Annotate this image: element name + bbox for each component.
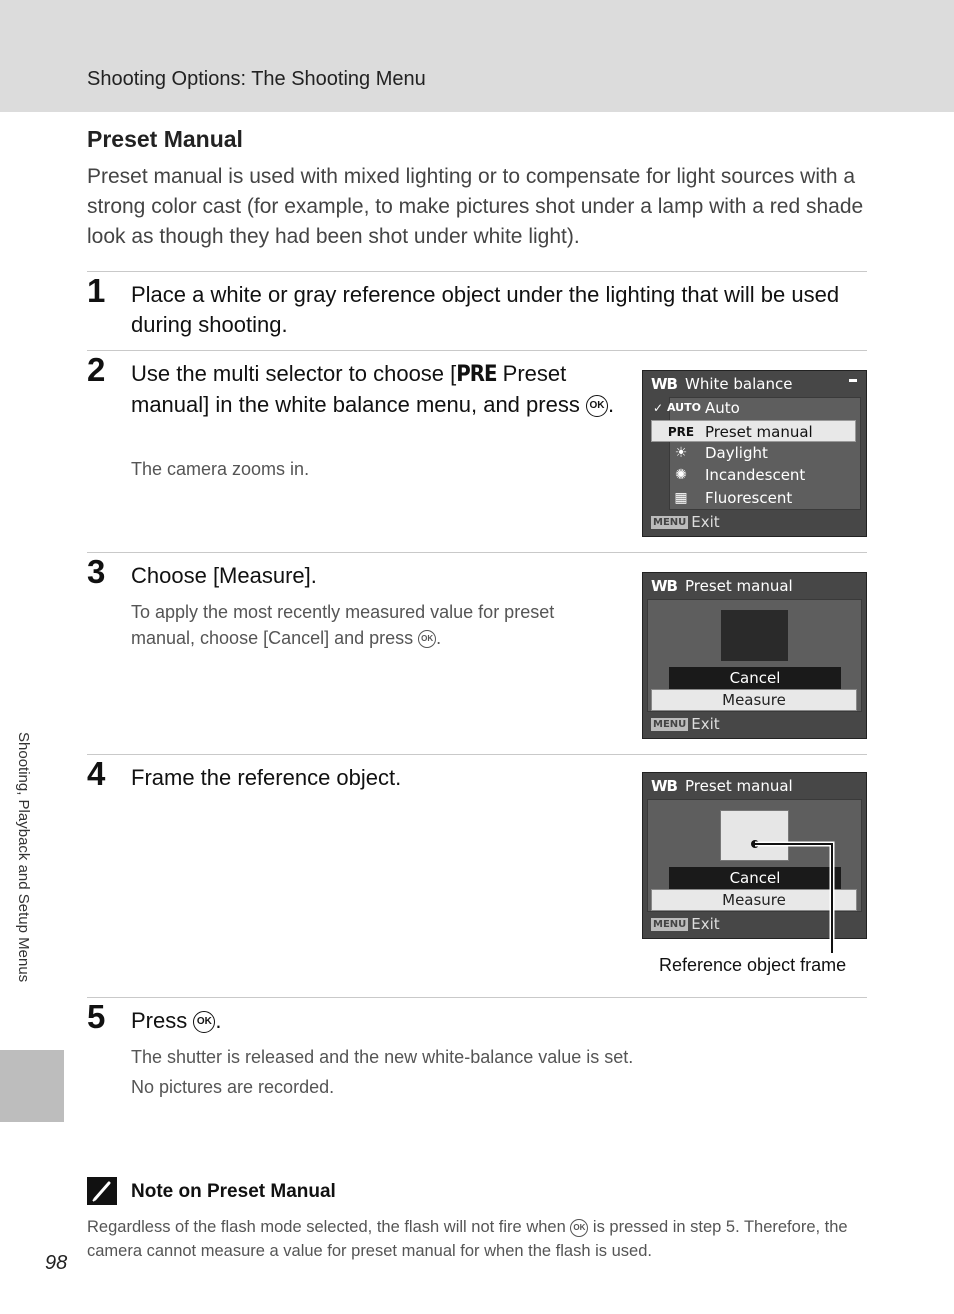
- step-1-text: Place a white or gray reference object under the lighting that will be used during shooting.: [131, 282, 840, 337]
- step-5-sub-1: The shutter is released and the new white-balance value is set.: [131, 1047, 634, 1067]
- screen-footer: MENU Exit: [653, 915, 720, 933]
- screen-title: WB Preset manual: [651, 577, 793, 595]
- ok-button-icon: OK: [193, 1011, 215, 1033]
- menu-button-icon: MENU: [653, 719, 687, 730]
- screen-footer: MENU Exit: [653, 715, 720, 733]
- cancel-option[interactable]: Cancel: [669, 867, 841, 889]
- step-number: 5: [87, 998, 106, 1035]
- scroll-indicator: [849, 379, 857, 382]
- preset-manual-icon: PRE: [456, 362, 497, 387]
- check-icon: ✓: [653, 401, 664, 415]
- measure-frame: [721, 610, 788, 661]
- step-number: 4: [87, 755, 106, 792]
- wb-item-incandescent[interactable]: ✺ Incandescent: [651, 464, 856, 486]
- reference-object-frame-label: Reference object frame: [659, 955, 847, 975]
- wb-item-preset-manual[interactable]: PRE Preset manual: [651, 420, 856, 442]
- white-balance-icon: WB: [651, 777, 677, 795]
- cancel-option[interactable]: Cancel: [669, 667, 841, 689]
- screen-footer: MENU Exit: [653, 513, 720, 531]
- preset-manual-screen: [642, 572, 867, 739]
- step-5-text: Press OK .: [131, 1008, 222, 1033]
- wb-item-fluorescent[interactable]: ▦ Fluorescent: [651, 487, 856, 509]
- sun-icon: ☀: [674, 445, 688, 461]
- preset-manual-icon: PRE: [667, 425, 695, 439]
- white-balance-menu-screen: [642, 370, 867, 537]
- measure-option[interactable]: Measure: [651, 689, 857, 711]
- screen-title: WB White balance: [651, 375, 793, 393]
- note-body: Regardless of the flash mode selected, the flash will not fire when OK is pressed in step 5. Therefore, the camera cannot measure a value for preset manual for when the flash is used.: [87, 1218, 848, 1260]
- step-number: 2: [87, 351, 106, 388]
- step-2-text: Use the multi selector to choose [PRE Preset manual] in the white balance menu, and press OK .: [131, 361, 615, 417]
- chapter-tab: [0, 1050, 64, 1122]
- incandescent-icon: ✺: [675, 467, 687, 483]
- page-number: 98: [45, 1252, 68, 1274]
- white-balance-icon: WB: [651, 375, 677, 393]
- section-heading: Preset Manual: [87, 126, 243, 152]
- auto-icon: AUTO: [667, 401, 701, 414]
- divider: [87, 997, 867, 998]
- menu-button-icon: MENU: [653, 919, 687, 930]
- step-number: 3: [87, 553, 106, 590]
- ok-button-icon: OK: [418, 630, 436, 648]
- ok-button-icon: OK: [586, 395, 608, 417]
- step-5-sub-2: No pictures are recorded.: [131, 1077, 335, 1097]
- header-title: Shooting Options: The Shooting Menu: [87, 68, 426, 90]
- wb-item-daylight[interactable]: ☀ Daylight: [651, 442, 856, 464]
- step-2-sub: The camera zooms in.: [131, 459, 310, 479]
- step-3-text: Choose [Measure].: [131, 563, 317, 588]
- measure-option[interactable]: Measure: [651, 889, 857, 911]
- note-title: Note on Preset Manual: [131, 1181, 336, 1202]
- divider: [87, 754, 867, 755]
- step-3-sub: To apply the most recently measured value for preset manual, choose [Cancel] and press OK .: [131, 602, 555, 648]
- sidebar-chapter-label: Shooting, Playback and Setup Menus: [15, 732, 32, 983]
- step-4-text: Frame the reference object.: [131, 765, 402, 790]
- intro-paragraph: Preset manual is used with mixed lighting or to compensate for light sources with a strong color cast (for example, to make pictures shot under a lamp with a red shade look as though they had been shot under white light).: [87, 165, 864, 248]
- divider: [87, 271, 867, 272]
- step-number: 1: [87, 272, 106, 309]
- callout-leader-line: [740, 835, 840, 955]
- ok-button-icon: OK: [570, 1219, 588, 1237]
- fluorescent-icon: ▦: [674, 490, 688, 506]
- screen-title: WB Preset manual: [651, 777, 793, 795]
- wb-item-auto[interactable]: ✓ AUTO Auto: [653, 399, 740, 417]
- menu-button-icon: MENU: [653, 517, 687, 528]
- white-balance-icon: WB: [651, 577, 677, 595]
- note-pencil-icon: [87, 1177, 117, 1205]
- divider: [87, 350, 867, 351]
- page-header: [0, 0, 954, 112]
- divider: [87, 552, 867, 553]
